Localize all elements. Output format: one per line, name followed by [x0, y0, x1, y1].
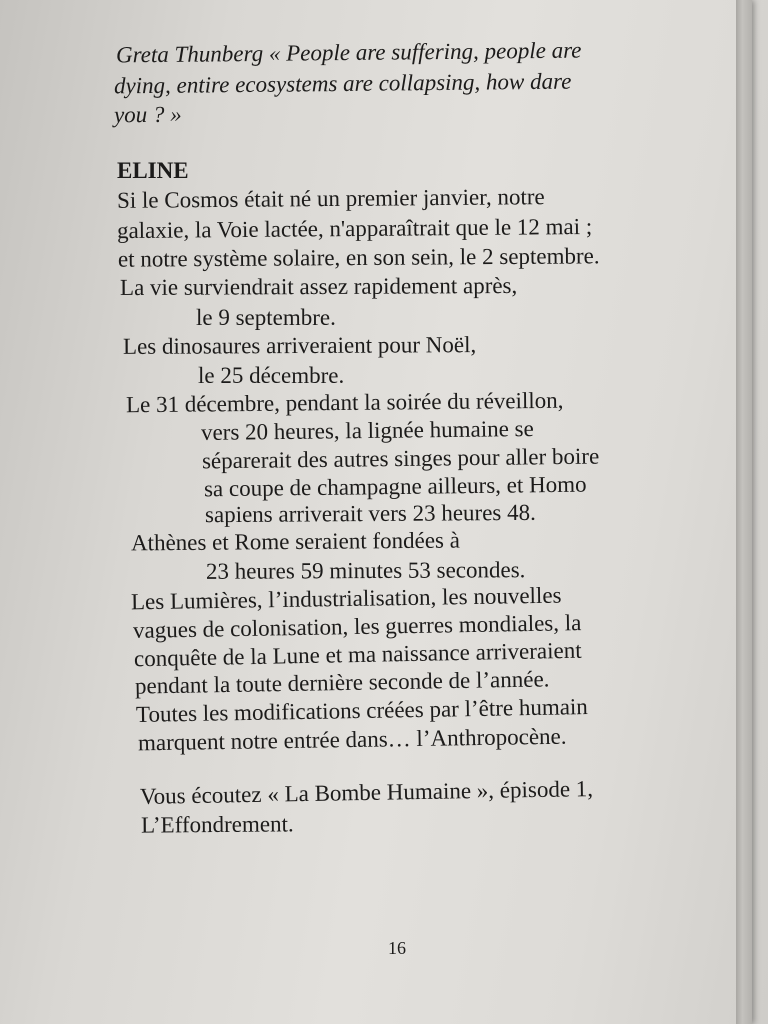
body-line: Toutes les modifications créées par l’être humain	[135, 694, 589, 727]
body-line: galaxie, la Voie lactée, n'apparaîtrait que le 12 mai ;	[116, 213, 593, 244]
body-line: vers 20 heures, la lignée humaine se	[200, 415, 534, 446]
body-line: Le 31 décembre, pendant la soirée du réveillon,	[125, 387, 564, 418]
epigraph-line: dying, entire ecosystems are collapsing, how dare	[113, 68, 572, 99]
body-line: le 25 décembre.	[198, 363, 345, 388]
page-number: 16	[388, 938, 406, 958]
body-line: Les dinosaures arriveraient pour Noël,	[122, 332, 477, 359]
speaker-name: ELINE	[117, 158, 189, 183]
body-line: sapiens arriverait vers 23 heures 48.	[204, 499, 536, 528]
body-line: le 9 septembre.	[196, 305, 336, 330]
body-line: Les Lumières, l’industrialisation, les nouvelles	[130, 582, 562, 615]
body-line: 23 heures 59 minutes 53 secondes.	[205, 557, 526, 584]
body-line: sa coupe de champagne ailleurs, et Homo	[203, 471, 587, 502]
body-line: pendant la toute dernière seconde de l’année.	[134, 666, 550, 699]
body-line: vagues de colonisation, les guerres mondiales, la	[132, 610, 582, 643]
body-line: séparerait des autres singes pour aller boire	[201, 443, 600, 474]
body-line: Athènes et Rome seraient fondées à	[130, 527, 461, 556]
body-line: Si le Cosmos était né un premier janvier, notre	[116, 184, 545, 213]
body-line: conquête de la Lune et ma naissance arriveraient	[133, 637, 582, 672]
body-line: La vie surviendrait assez rapidement après,	[119, 272, 518, 301]
epigraph-line: Greta Thunberg « People are suffering, people are	[115, 37, 582, 68]
page-edge	[736, 0, 752, 1024]
epigraph-line: you ? »	[113, 101, 182, 128]
body-line: et notre système solaire, en son sein, le 2 septembre.	[117, 243, 600, 272]
closing-line: L’Effondrement.	[140, 811, 294, 838]
body-line: marquent notre entrée dans… l’Anthropocène.	[137, 723, 567, 756]
closing-line: Vous écoutez « La Bombe Humaine », épisode 1,	[139, 776, 594, 809]
